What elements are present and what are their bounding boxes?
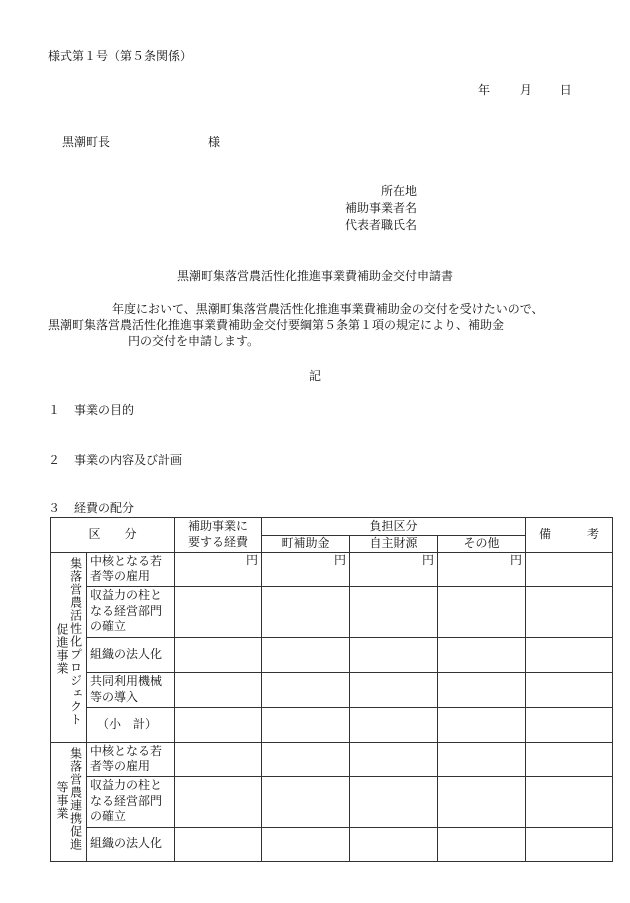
header-own-funds: 自主財源 [350, 536, 438, 553]
item-purpose [48, 402, 134, 418]
own-funds-cell[interactable] [350, 672, 438, 707]
date-year: 年 [478, 83, 491, 97]
row-label: 収益力の柱となる経営部門の確立 [87, 586, 175, 637]
row-label-subtotal: （小 計） [87, 707, 175, 742]
other-cell[interactable] [438, 707, 526, 742]
cost-cell[interactable] [175, 552, 262, 586]
header-required-cost-line2: 要する経費 [188, 534, 249, 549]
remarks-cell[interactable] [526, 827, 613, 861]
own-funds-cell[interactable] [350, 742, 438, 776]
header-town-subsidy: 町補助金 [262, 536, 350, 553]
cost-cell[interactable] [175, 776, 262, 827]
body-line-2: 黒潮町集落営農活性化推進事業費補助金交付要綱第５条第１項の規定により、補助金 [48, 318, 505, 333]
date-month: 月 [519, 83, 532, 97]
town-subsidy-cell[interactable] [262, 742, 350, 776]
header-category: 区 分 [51, 518, 175, 553]
own-funds-cell[interactable] [350, 637, 438, 672]
yen-unit: 円 [334, 552, 347, 567]
addressee: 黒潮町長 [62, 135, 111, 149]
item-label: 経費の配分 [74, 501, 135, 515]
yen-unit: 円 [510, 552, 523, 567]
other-cell[interactable] [438, 586, 526, 637]
row-label: 組織の法人化 [87, 827, 175, 861]
remarks-cell[interactable] [526, 742, 613, 776]
other-cell[interactable] [438, 742, 526, 776]
row-label: 収益力の柱となる経営部門の確立 [87, 776, 175, 827]
group1-label-left: 促進事業 [55, 622, 69, 675]
body-paragraph [48, 301, 608, 350]
body-line-1: 年度において、黒潮町集落営農活性化推進事業費補助金の交付を受けたいので、 [112, 302, 544, 316]
applicant-representative: 代表者職氏名 [344, 218, 417, 232]
town-subsidy-cell[interactable] [262, 776, 350, 827]
header-required-cost [175, 518, 262, 553]
remarks-cell[interactable] [526, 707, 613, 742]
item-plan [48, 452, 182, 468]
body-line-3: 円の交付を申請します。 [128, 334, 260, 349]
town-subsidy-cell[interactable] [262, 637, 350, 672]
ki-marker: 記 [308, 369, 321, 383]
town-subsidy-cell[interactable] [262, 707, 350, 742]
other-cell[interactable] [438, 552, 526, 586]
own-funds-cell[interactable] [350, 707, 438, 742]
group2-label-left: 等事業 [55, 780, 69, 820]
cost-cell[interactable] [175, 742, 262, 776]
town-subsidy-cell[interactable] [262, 552, 350, 586]
item-number: ３ [48, 501, 61, 515]
town-subsidy-cell[interactable] [262, 672, 350, 707]
header-burden: 負担区分 [262, 518, 526, 536]
row-label: 共同利用機械等の導入 [87, 672, 175, 707]
date-day: 日 [559, 83, 572, 97]
item-number: ２ [48, 453, 61, 467]
item-budget [48, 500, 134, 516]
row-label: 中核となる若者等の雇用 [87, 552, 175, 586]
other-cell[interactable] [438, 637, 526, 672]
remarks-cell[interactable] [526, 586, 613, 637]
header-required-cost-line1: 補助事業に [188, 519, 249, 534]
honorific: 様 [208, 135, 221, 149]
header-remarks: 備 考 [526, 518, 613, 553]
item-label: 事業の内容及び計画 [74, 453, 183, 467]
group1-label-right: 集落営農活性化プロジェクト [68, 556, 83, 726]
remarks-cell[interactable] [526, 776, 613, 827]
group2-label-right: 集落営農連携促進 [68, 746, 83, 851]
budget-table [50, 517, 613, 862]
town-subsidy-cell[interactable] [262, 586, 350, 637]
document-title: 黒潮町集落営農活性化推進事業費補助金交付申請書 [176, 269, 453, 283]
cost-cell[interactable] [175, 586, 262, 637]
town-subsidy-cell[interactable] [262, 827, 350, 861]
cost-cell[interactable] [175, 707, 262, 742]
date-line [478, 82, 572, 98]
form-label: 様式第１号（第５条関係） [48, 49, 193, 63]
cost-cell[interactable] [175, 827, 262, 861]
other-cell[interactable] [438, 672, 526, 707]
row-label: 中核となる若者等の雇用 [87, 742, 175, 776]
yen-unit: 円 [422, 552, 435, 567]
other-cell[interactable] [438, 776, 526, 827]
cost-cell[interactable] [175, 672, 262, 707]
item-label: 事業の目的 [74, 403, 135, 417]
row-label: 組織の法人化 [87, 637, 175, 672]
remarks-cell[interactable] [526, 637, 613, 672]
item-number: １ [48, 403, 61, 417]
yen-unit: 円 [246, 552, 259, 567]
remarks-cell[interactable] [526, 672, 613, 707]
applicant-operator-name: 補助事業者名 [344, 201, 417, 215]
group1-label [51, 552, 87, 742]
header-other: その他 [438, 536, 526, 553]
group2-label [51, 742, 87, 861]
applicant-address: 所在地 [380, 184, 417, 198]
own-funds-cell[interactable] [350, 586, 438, 637]
other-cell[interactable] [438, 827, 526, 861]
remarks-cell[interactable] [526, 552, 613, 586]
own-funds-cell[interactable] [350, 827, 438, 861]
own-funds-cell[interactable] [350, 776, 438, 827]
own-funds-cell[interactable] [350, 552, 438, 586]
cost-cell[interactable] [175, 637, 262, 672]
